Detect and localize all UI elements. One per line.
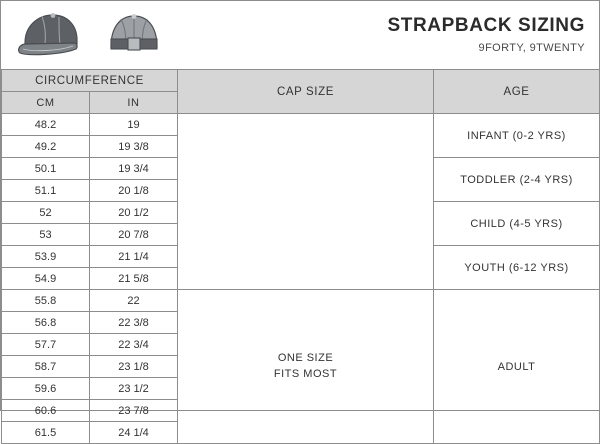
sizing-table	[1, 69, 600, 444]
cell-in: 23 1/2	[90, 378, 178, 400]
baseball-cap-back-icon	[103, 9, 165, 63]
cell-age: YOUTH (6-12 YRS)	[434, 246, 600, 290]
cell-age: ADULT	[434, 290, 600, 444]
cell-in: 22 3/8	[90, 312, 178, 334]
cell-cap-size: ONE SIZE FITS MOST	[178, 290, 434, 444]
cell-cm: 53	[2, 224, 90, 246]
table-group-header-row	[2, 70, 600, 92]
cell-in: 19	[90, 114, 178, 136]
cell-in: 21 5/8	[90, 268, 178, 290]
cell-cm: 58.7	[2, 356, 90, 378]
cap-illustrations	[15, 9, 165, 63]
cell-age: INFANT (0-2 YRS)	[434, 114, 600, 158]
cell-age: CHILD (4-5 YRS)	[434, 202, 600, 246]
cell-cm: 48.2	[2, 114, 90, 136]
cell-cm: 50.1	[2, 158, 90, 180]
header-circumference: CIRCUMFERENCE	[2, 70, 178, 92]
baseball-cap-side-icon	[15, 9, 89, 63]
header-in: IN	[90, 92, 178, 114]
table-row	[2, 290, 600, 312]
table-body	[2, 114, 600, 444]
cell-in: 20 7/8	[90, 224, 178, 246]
header-cap-size: CAP SIZE	[178, 70, 434, 114]
cell-in: 22 3/4	[90, 334, 178, 356]
cell-cap-size	[178, 114, 434, 290]
cell-cm: 59.6	[2, 378, 90, 400]
cell-in: 23 1/8	[90, 356, 178, 378]
cell-age: TODDLER (2-4 YRS)	[434, 158, 600, 202]
cell-in: 20 1/8	[90, 180, 178, 202]
cell-cm: 54.9	[2, 268, 90, 290]
cell-cm: 60.6	[2, 400, 90, 422]
title-block	[388, 16, 588, 54]
cell-cm: 53.9	[2, 246, 90, 268]
table-row	[2, 114, 600, 136]
cell-cm: 61.5	[2, 422, 90, 444]
cell-cm: 51.1	[2, 180, 90, 202]
chart-header	[1, 1, 599, 69]
page-title: STRAPBACK SIZING	[387, 15, 585, 37]
header-cm: CM	[2, 92, 90, 114]
page-subtitle: 9FORTY, 9TWENTY	[478, 41, 585, 54]
cell-cm: 52	[2, 202, 90, 224]
cell-in: 24 1/4	[90, 422, 178, 444]
cell-in: 19 3/8	[90, 136, 178, 158]
cell-in: 19 3/4	[90, 158, 178, 180]
cell-in: 20 1/2	[90, 202, 178, 224]
cell-cm: 55.8	[2, 290, 90, 312]
header-age: AGE	[434, 70, 600, 114]
cell-in: 22	[90, 290, 178, 312]
cell-cm: 49.2	[2, 136, 90, 158]
cell-cm: 56.8	[2, 312, 90, 334]
cell-in: 21 1/4	[90, 246, 178, 268]
cell-in: 23 7/8	[90, 400, 178, 422]
cell-cm: 57.7	[2, 334, 90, 356]
